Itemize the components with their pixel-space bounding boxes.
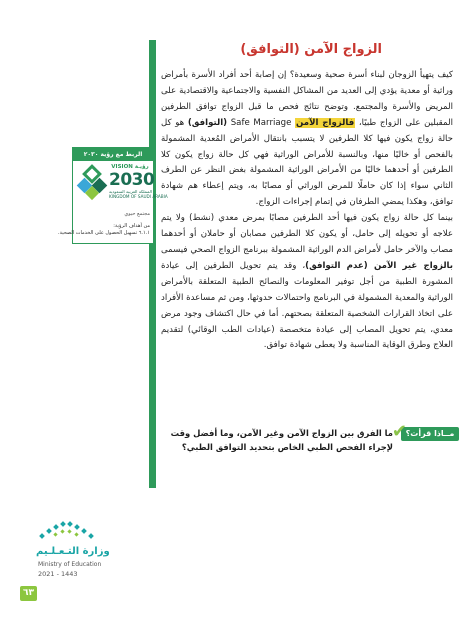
- kingdom-en: KINGDOM OF SAUDI ARABIA: [109, 194, 168, 199]
- page-number: ٦٣: [20, 586, 37, 601]
- bold-term: (التوافق): [187, 117, 228, 128]
- paragraph-unsafe-marriage: [161, 211, 453, 354]
- vision-program-label: [76, 211, 150, 217]
- p1-text-a: كيف يتهيأ الزوجان لبناء أسرة صحية وسعيدة؟ إن إصابة أحد أفراد الأسرة بأمراض وراثية أو معدية يؤدي إلى العديد من المشاكل النفسية والاجتماعية والاقتصادية على المريض والأسرة والمجتمع. وتوضح نتائج فحص ما قبل الزواج توافق الطرفين المقبلين على الزواج طبيًا،: [161, 70, 454, 128]
- ministry-name-ar: وزارة التـعـلـيم: [36, 546, 110, 557]
- question-badge: مــاذا قرأت؟: [401, 427, 459, 441]
- p2-text-a: بينما كل حالة زواج يكون فيها أحد الطرفين مصابًا بمرض معدي (نشط) ولا يتم علاجه أو تحويله إلى حامل، أو يكون كلا الطرفين مصابان أو حاملان أو أحدهما مصاب والآخر حامل لأمراض الدم الوراثية المشمولة ببرنامج الزواج الصحي فيسمى: [161, 213, 453, 255]
- highlight-term: فالزواج الآمن: [296, 117, 355, 128]
- section-title: الزواج الآمن (التوافق): [240, 42, 382, 57]
- margin-accent-bar: [149, 40, 156, 488]
- ministry-logo: [18, 520, 110, 585]
- vision-2030-box: [57, 147, 168, 244]
- ministry-dots-icon: [38, 520, 98, 542]
- vision-goal: [57, 223, 150, 237]
- p1-text-c: هو كل حالة زواج يكون فيها كلا الطرفين لا يتسبب بانتقال الأمراض المُعدية المشمولة بالفحص أو خاليًا منها، وبالنسبة للأمراض الوراثية فهي كل حالة زواج يكون كلا الطرفين أو أحدهما خاليًا من الأمراض الوراثية المشمولة بغض النظر عن الطرف الثاني سواء إذا كان حاملًا للمرض الوراثي أو مصابًا به، ويتم إعطاء هم شهادة توافق، وهكذا يمضي الطرفان في إتمام إجراءات الزواج.: [161, 117, 453, 208]
- goal-text: ٦.١.١ تسهيل الحصول على الخدمات الصحية.: [57, 230, 150, 236]
- goal-label: من أهداف الرؤية:: [113, 223, 150, 229]
- ministry-year: 2021 - 1443: [38, 570, 78, 578]
- p1-text-b: Safe Marriage: [227, 117, 296, 128]
- what-did-you-read-box: [168, 421, 459, 458]
- vibrant-society-logo-icon: [75, 164, 109, 204]
- bold-term-unsafe: بالزواج غير الآمن (عدم التوافق): [305, 260, 454, 271]
- program-name: مجتمع حيوي: [124, 211, 150, 217]
- checkmark-icon: ✔: [391, 421, 407, 442]
- vision-ar: رؤيـة: [134, 164, 149, 170]
- vision-word: VISION: [111, 164, 133, 170]
- vision-brand: [109, 164, 168, 208]
- body-text: [161, 68, 453, 354]
- p2-text-b: ، وقد يتم تحويل الطرفين إلى عيادة المشورة الطبية من أجل توفير المعلومات والنصائح الطبية المتعلقة بالأمراض الوراثية والمعدية المشمولة في البرنامج واحتمالات حدوثها، ومن ثم مساعدة الأفراد على اتخاذ القرارات الشخصية المتعلقة بصحتهم. أما في حال اكتشاف وجود مرض معدي، يتم تحويل المصاب إلى عيادة متخصصة (عيادات الطب الوقائي) لتقديم العلاج وطرق الوقاية المناسبة ولا يعطى شهادة توافق.: [161, 260, 453, 351]
- question-text: ما الفرق بين الزواج الآمن وغير الآمن، وما أفضل وقت لإجراء الفحص الطبي الخاص بتحديد التوافق الطبي؟: [170, 428, 393, 452]
- kingdom-ar: المملكة العربية السعودية: [109, 189, 152, 194]
- paragraph-safe-marriage: [161, 68, 453, 211]
- vision-year: 2030: [109, 170, 155, 190]
- ministry-name-en: Ministry of Education: [38, 561, 102, 568]
- vision-box-header: الربط مع رؤية ٢٠٣٠: [73, 148, 153, 161]
